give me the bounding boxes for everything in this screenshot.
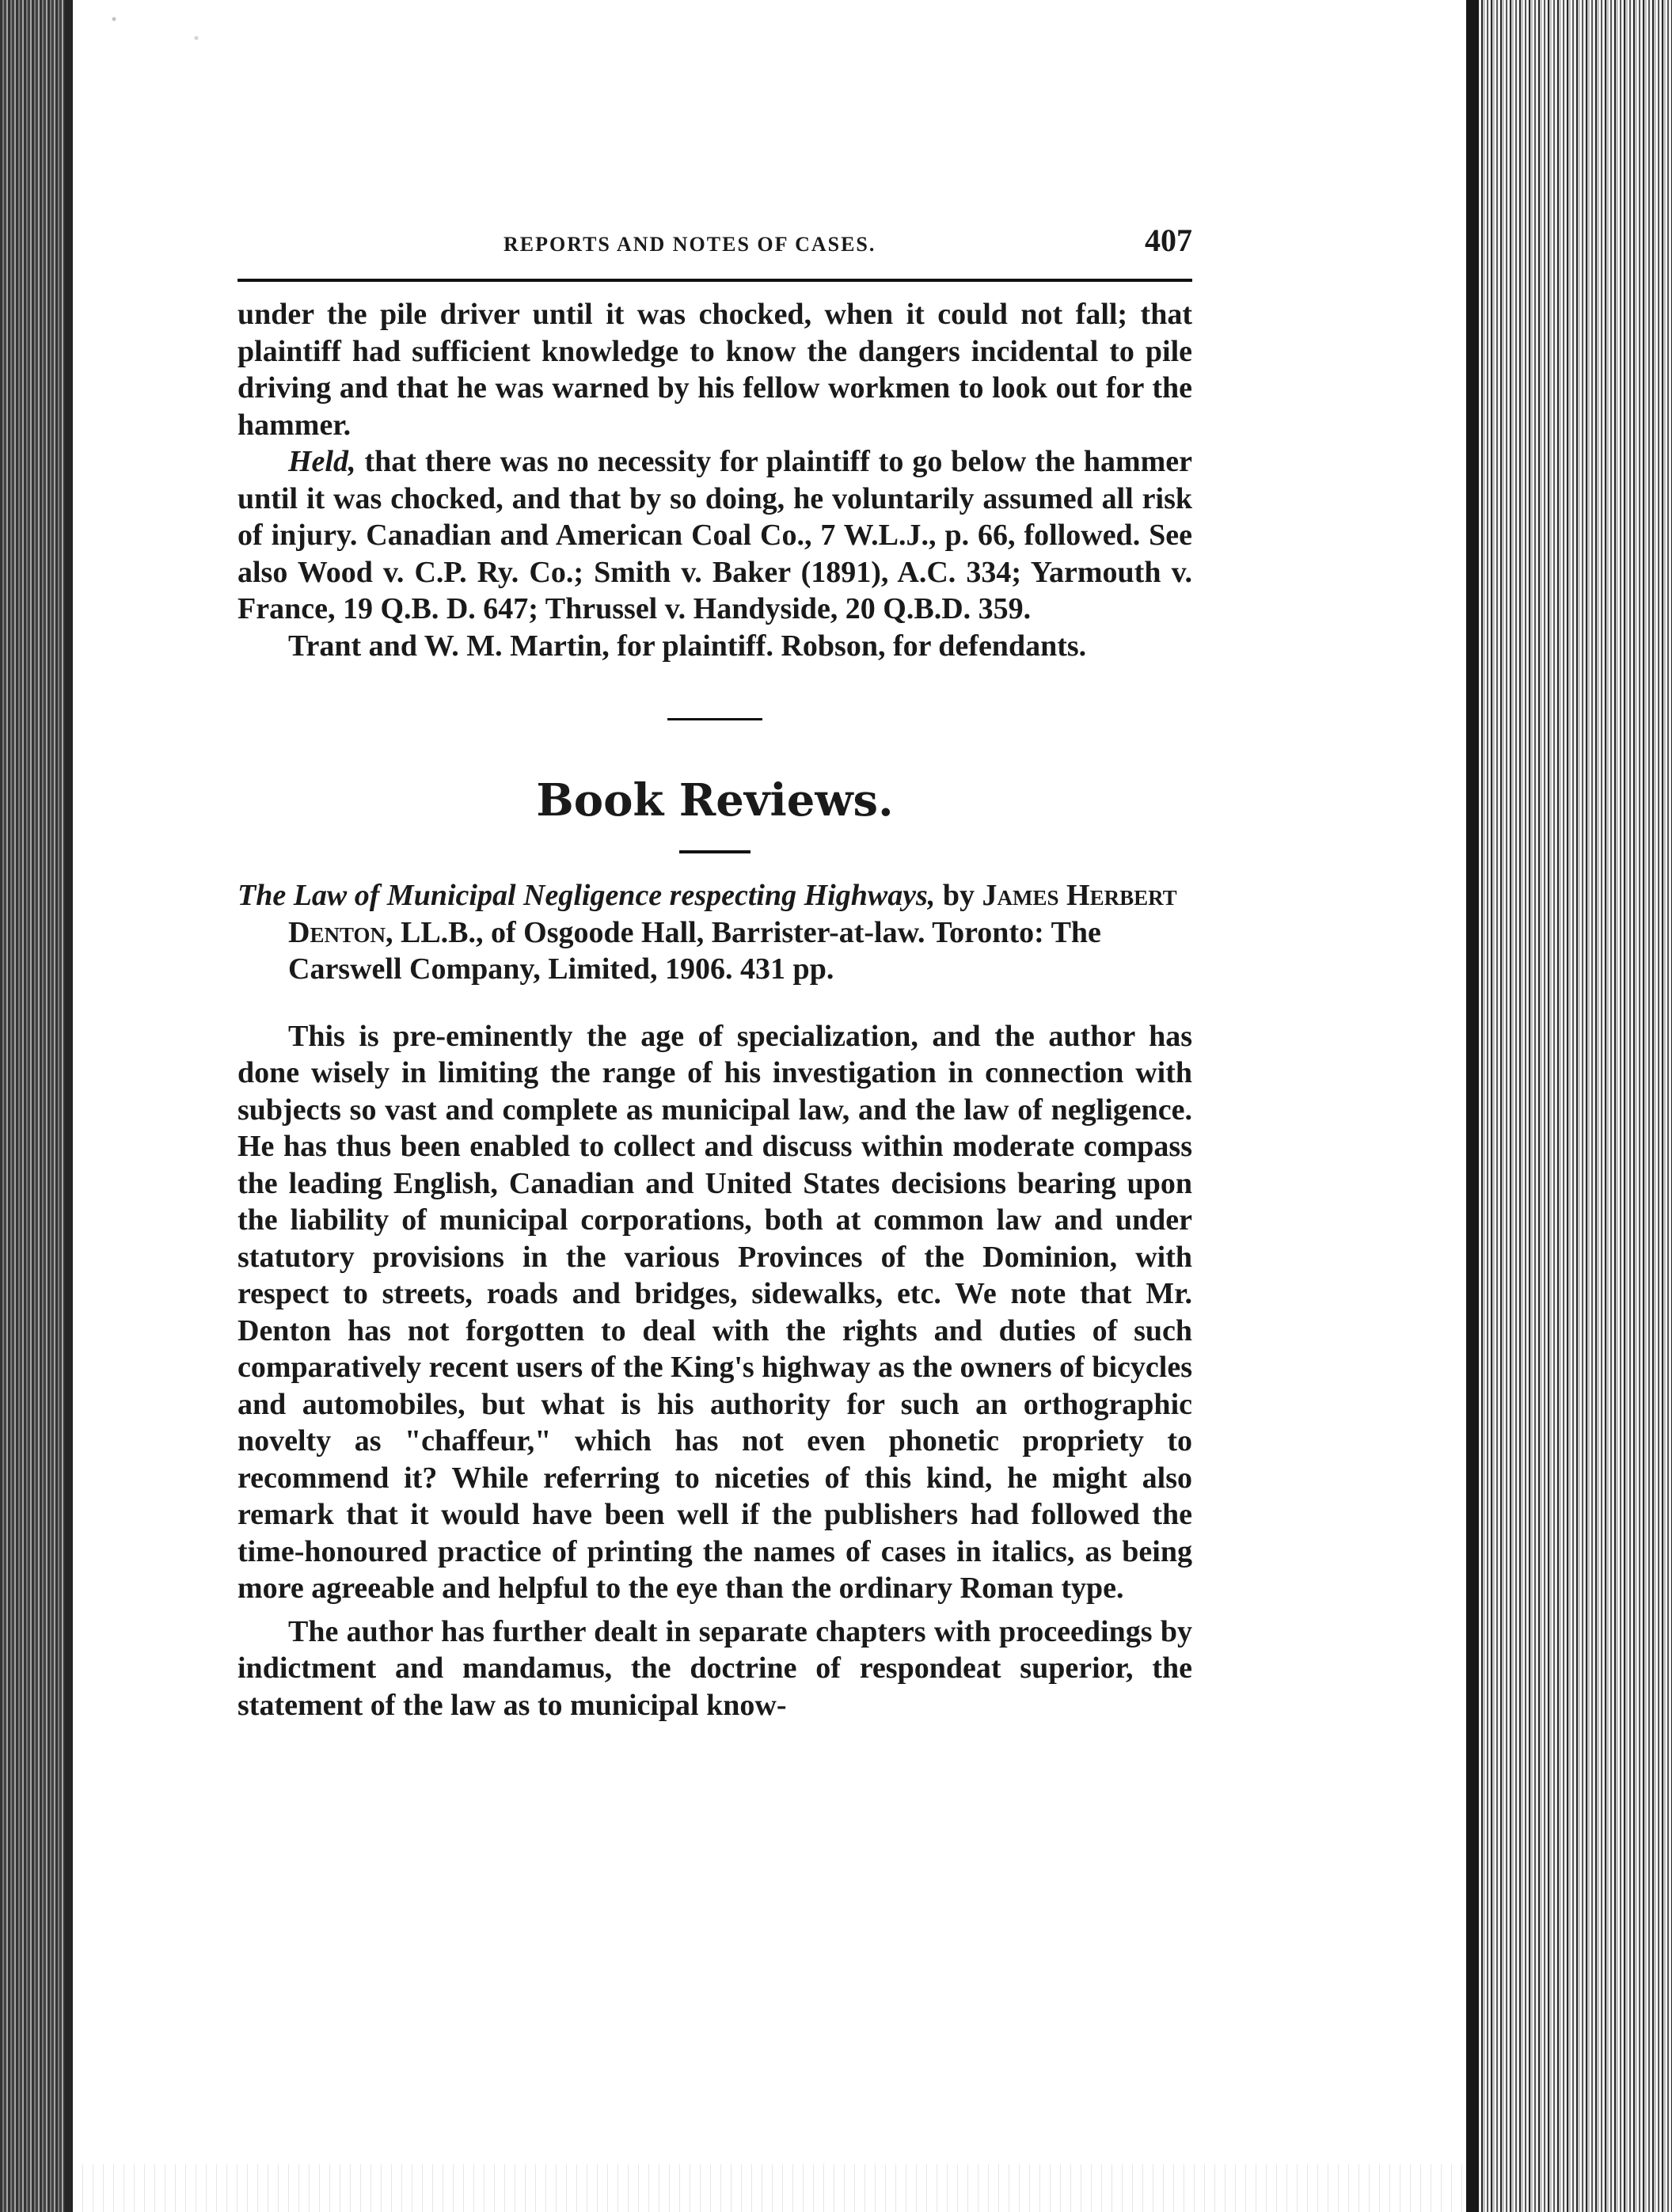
book-author: James Herbert Denton [288, 879, 1177, 949]
scan-right-edge [1466, 0, 1672, 2212]
book-details: , LL.B., of Osgoode Hall, Barrister-at-law. Toronto: The Carswell Company, Limited, 1906. 431 pp. [288, 915, 1101, 986]
review-paragraph-1: This is pre-eminently the age of specialization, and the author has done wisely in limiting the range of his investigation in connection with subjects so vast and complete as municipal law, and the law of negligence. He has thus been enabled to collect and discuss within moderate compass the leading English, Canadian and United States decisions bearing upon the liability of municipal corporations, both at common law and under statutory provisions in the various Provinces of the Dominion, with respect to streets, roads and bridges, sidewalks, etc. We note that Mr. Denton has not forgotten to deal with the rights and duties of such comparatively recent users of the King's highway as the owners of bicycles and automobiles, but what is his authority for such an orthographic novelty as "chaffeur," which has not even phonetic propriety to recommend it? While referring to niceties of this kind, he might also remark that it would have been well if the publishers had followed the time-honoured practice of printing the names of cases in italics, as being more agreeable and helpful to the eye than the ordinary Roman type. [238, 1019, 1192, 1605]
case-paragraph: under the pile driver until it was chocked, when it could not fall; that plaintiff had sufficient knowledge to know the dangers incidental to pile driving and that he was warned by his fellow workmen to look out for the hammer. [238, 298, 1192, 442]
held-lead: Held, [288, 445, 356, 478]
case-held-paragraph [238, 443, 1192, 628]
scan-left-edge [0, 0, 73, 2212]
held-text: that there was no necessity for plaintiff to go below the hammer until it was chocked, and that by so doing, he voluntarily assumed all risk of injury. Canadian and American Coal Co., 7 W.L.J., p. 66, followed. See also Wood v. C.P. Ry. Co.; Smith v. Baker (1891), A.C. 334; Yarmouth v. France, 19 Q.B. D. 647; Thrussel v. Handyside, 20 Q.B.D. 359. [238, 445, 1193, 625]
counsel-paragraph: Trant and W. M. Martin, for plaintiff. Robson, for defendants. [288, 629, 1087, 663]
book-page [238, 222, 1192, 1724]
section-divider [667, 718, 762, 720]
book-citation [238, 877, 1192, 988]
running-head [238, 222, 1192, 272]
book-title: The Law of Municipal Negligence respecting Highways, [238, 879, 936, 912]
page-number: 407 [1145, 222, 1192, 258]
header-rule [238, 279, 1192, 282]
running-title: REPORTS AND NOTES OF CASES. [504, 233, 876, 256]
scan-noise [73, 0, 279, 95]
section-title: Book Reviews. [536, 774, 894, 827]
title-underline [679, 850, 750, 853]
scan-noise-bottom [73, 2164, 1466, 2212]
citation-by: by [935, 879, 982, 912]
review-paragraph-2: The author has further dealt in separate chapters with proceedings by indictment and mandamus, the doctrine of respondeat superior, the statement of the law as to municipal know- [238, 1614, 1192, 1722]
